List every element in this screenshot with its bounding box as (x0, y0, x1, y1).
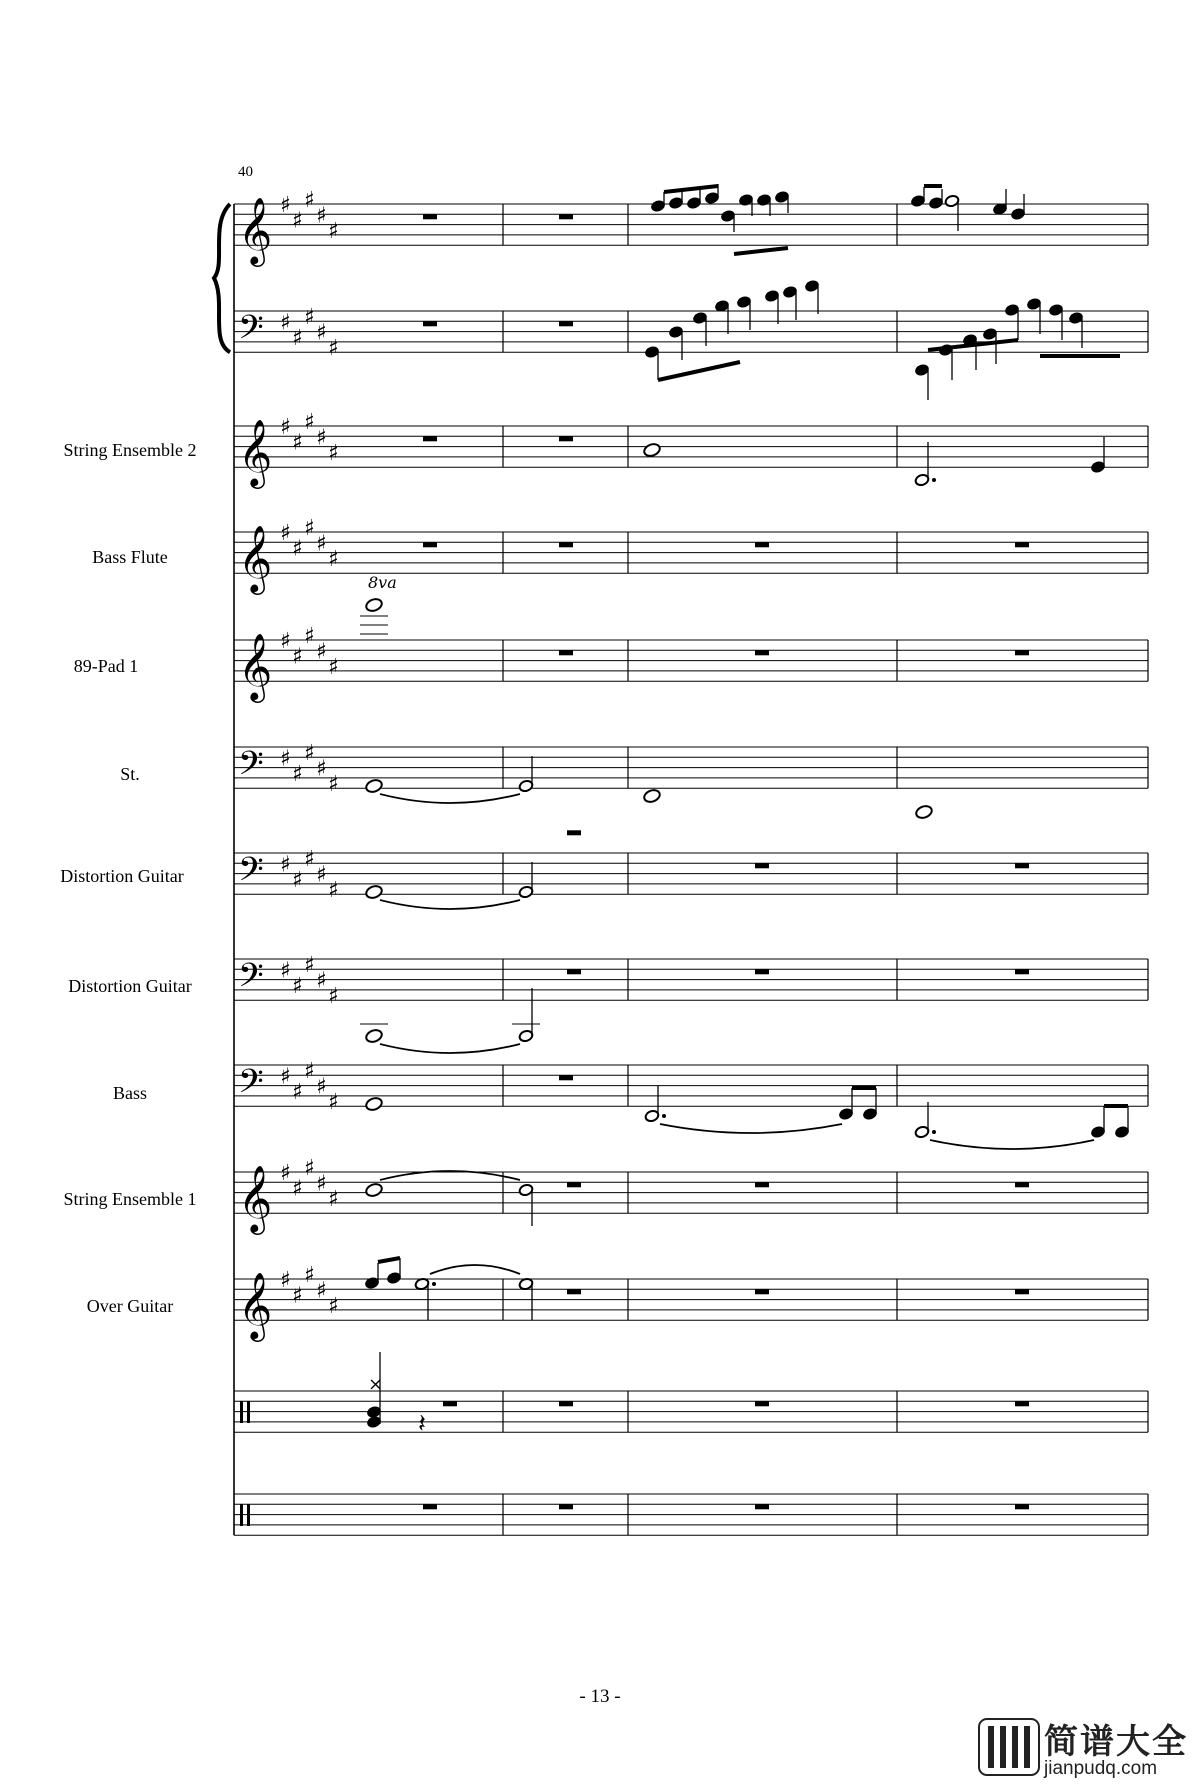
rest-3-1 (559, 542, 573, 547)
rest-7-2 (1015, 969, 1029, 974)
measure-number: 40 (238, 164, 253, 180)
rest-11-0 (443, 1401, 457, 1406)
rest-4-2 (1015, 650, 1029, 655)
instrument-label-distortion-guitar-1: Distortion Guitar (60, 866, 184, 886)
treble-clef-icon-9: 𝄞 (238, 1164, 273, 1232)
key-signature-sharp-8-4: ♯ (328, 1090, 339, 1116)
rest-3-0 (423, 542, 437, 547)
rest-6-0 (755, 863, 769, 868)
bass-clef-icon-6: 𝄢 (238, 851, 264, 897)
key-signature-sharp-0-1: ♯ (292, 208, 303, 234)
key-signature-sharp-5-1: ♯ (292, 761, 303, 787)
dg1-whole (365, 884, 384, 900)
instrument-label-string-ensemble-2: String Ensemble 2 (63, 440, 197, 460)
perc-quarter-rest: 𝄽 (418, 1409, 426, 1439)
rest-0-0 (423, 214, 437, 219)
piano-rh-beam-2 (734, 248, 788, 254)
key-signature-sharp-4-0: ♯ (280, 629, 291, 654)
rest-dg1-m2 (567, 830, 581, 835)
key-signature-sharp-8-3: ♯ (316, 1074, 327, 1100)
key-signature-sharp-7-2: ♯ (304, 953, 315, 979)
bass-tie-1 (660, 1124, 842, 1133)
key-signature-sharp-9-3: ♯ (316, 1171, 327, 1197)
key-signature-sharp-8-1: ♯ (292, 1079, 303, 1105)
bass-clef-icon-8: 𝄢 (238, 1063, 264, 1109)
key-signature-sharp-5-4: ♯ (328, 772, 339, 798)
key-signature-sharp-10-4: ♯ (328, 1293, 339, 1319)
dg2-tie (380, 1044, 520, 1053)
rest-3-2 (755, 542, 769, 547)
rest-11-2 (755, 1401, 769, 1406)
key-signature-sharp-4-1: ♯ (292, 644, 303, 670)
key-signature-sharp-3-0: ♯ (280, 521, 291, 546)
rest-1-0 (423, 321, 437, 326)
key-signature-sharp-7-0: ♯ (280, 958, 291, 984)
key-signature-sharp-6-3: ♯ (316, 862, 327, 888)
key-signature-sharp-10-3: ♯ (316, 1278, 327, 1304)
percussion-clef-icon-11-b (247, 1401, 250, 1423)
key-signature-sharp-3-1: ♯ (292, 536, 303, 562)
key-signature-sharp-4-3: ♯ (316, 639, 327, 665)
key-signature-sharp-9-0: ♯ (280, 1161, 291, 1186)
key-signature-sharp-5-3: ♯ (316, 756, 327, 782)
rest-10-2 (1015, 1289, 1029, 1294)
key-signature-sharp-0-3: ♯ (316, 203, 327, 229)
rest-3-3 (1015, 542, 1029, 547)
rest-6-1 (1015, 863, 1029, 868)
rest-10-1 (755, 1289, 769, 1294)
se2-half-dotted-dot (932, 478, 936, 482)
rest-2-0 (423, 436, 437, 441)
key-signature-sharp-2-3: ♯ (316, 425, 327, 451)
rest-12-3 (1015, 1504, 1029, 1509)
key-signature-sharp-1-1: ♯ (292, 325, 303, 351)
treble-clef-icon-4: 𝄞 (238, 632, 273, 700)
key-signature-sharp-3-2: ♯ (304, 515, 315, 541)
dg1-tie (380, 900, 520, 909)
key-signature-sharp-0-2: ♯ (304, 187, 315, 213)
key-signature-sharp-9-2: ♯ (304, 1155, 315, 1181)
site-watermark[interactable] (978, 1714, 1196, 1780)
bass-whole (365, 1096, 384, 1112)
percussion-clef-icon-12-a (240, 1504, 243, 1526)
key-signature-sharp-1-3: ♯ (316, 320, 327, 346)
perc-x-notehead: × (368, 1374, 384, 1395)
instrument-label-distortion-guitar-2: Distortion Guitar (68, 976, 192, 996)
key-signature-sharp-9-4: ♯ (328, 1186, 339, 1212)
key-signature-sharp-8-2: ♯ (304, 1059, 315, 1085)
rest-0-1 (559, 214, 573, 219)
rest-12-2 (755, 1504, 769, 1509)
bass-tie-2 (930, 1140, 1094, 1149)
treble-clef-icon-2: 𝄞 (238, 418, 273, 486)
key-signature-sharp-2-2: ♯ (304, 409, 315, 435)
bass-clef-icon-7: 𝄢 (238, 957, 264, 1003)
rest-4-0 (559, 650, 573, 655)
treble-clef-icon-0: 𝄞 (238, 196, 273, 264)
key-signature-sharp-4-2: ♯ (304, 623, 315, 649)
key-signature-sharp-9-1: ♯ (292, 1176, 303, 1202)
rest-9-0 (567, 1182, 581, 1187)
key-signature-sharp-6-2: ♯ (304, 847, 315, 873)
key-signature-sharp-6-1: ♯ (292, 867, 303, 893)
watermark-url: jianpudq.com (1044, 1758, 1158, 1779)
og-dotted-half-dot (432, 1282, 436, 1286)
piano-lh-beam-1 (658, 362, 740, 380)
st-whole-m4 (915, 804, 934, 820)
piano-logo-icon (978, 1718, 1040, 1776)
st-whole-m3 (643, 788, 662, 804)
ottava-mark: 8va (368, 573, 397, 592)
instrument-label-89-pad-1: 89-Pad 1 (73, 656, 139, 676)
key-signature-sharp-6-4: ♯ (328, 878, 339, 904)
rest-12-1 (559, 1504, 573, 1509)
rest-10-0 (567, 1289, 581, 1294)
og-tie (430, 1265, 520, 1274)
key-signature-sharp-5-0: ♯ (280, 746, 291, 772)
st-tie (380, 794, 520, 803)
page-number: - 13 - (579, 1686, 621, 1707)
instrument-label-st: St. (120, 764, 140, 784)
key-signature-sharp-8-0: ♯ (280, 1064, 291, 1090)
piano-brace (214, 204, 230, 352)
key-signature-sharp-2-1: ♯ (292, 430, 303, 456)
rest-7-0 (567, 969, 581, 974)
key-signature-sharp-7-4: ♯ (328, 984, 339, 1010)
key-signature-sharp-7-3: ♯ (316, 968, 327, 994)
treble-clef-icon-10: 𝄞 (238, 1271, 273, 1339)
bass-dotted-half-m4-dot (932, 1130, 936, 1134)
percussion-clef-icon-12-b (247, 1504, 250, 1526)
rest-8-0 (559, 1075, 573, 1080)
bass-dotted-half-dot (662, 1114, 666, 1118)
key-signature-sharp-1-0: ♯ (280, 310, 291, 336)
percussion-clef-icon-11-a (240, 1401, 243, 1423)
rest-11-1 (559, 1401, 573, 1406)
rest-11-3 (1015, 1401, 1029, 1406)
se2-whole (643, 442, 662, 458)
key-signature-sharp-0-0: ♯ (280, 193, 291, 218)
key-signature-sharp-3-4: ♯ (328, 546, 339, 572)
key-signature-sharp-0-4: ♯ (328, 218, 339, 244)
dg2-whole (365, 1028, 384, 1044)
rest-9-1 (755, 1182, 769, 1187)
rest-7-1 (755, 969, 769, 974)
rest-2-1 (559, 436, 573, 441)
rest-4-1 (755, 650, 769, 655)
key-signature-sharp-7-1: ♯ (292, 973, 303, 999)
key-signature-sharp-6-0: ♯ (280, 852, 291, 878)
key-signature-sharp-4-4: ♯ (328, 654, 339, 680)
rest-1-1 (559, 321, 573, 326)
key-signature-sharp-10-0: ♯ (280, 1268, 291, 1293)
st-whole (365, 778, 384, 794)
bass-clef-icon-5: 𝄢 (238, 745, 264, 791)
instrument-label-over-guitar: Over Guitar (86, 1296, 174, 1316)
key-signature-sharp-10-2: ♯ (304, 1262, 315, 1288)
piano-rh-beam-1 (664, 186, 718, 192)
key-signature-sharp-1-2: ♯ (304, 305, 315, 331)
key-signature-sharp-3-3: ♯ (316, 531, 327, 557)
se1-whole (365, 1182, 384, 1198)
key-signature-sharp-2-0: ♯ (280, 415, 291, 440)
key-signature-sharp-2-4: ♯ (328, 440, 339, 466)
og-beam (378, 1258, 400, 1262)
watermark-title: 简谱大全 (1044, 1722, 1188, 1762)
pad-whole (365, 597, 384, 613)
key-signature-sharp-5-2: ♯ (304, 741, 315, 767)
instrument-label-string-ensemble-1: String Ensemble 1 (63, 1189, 197, 1209)
rest-12-0 (423, 1504, 437, 1509)
rest-9-2 (1015, 1182, 1029, 1187)
instrument-label-bass: Bass (112, 1083, 147, 1103)
instrument-label-bass-flute: Bass Flute (92, 547, 168, 567)
treble-clef-icon-3: 𝄞 (238, 524, 273, 592)
key-signature-sharp-10-1: ♯ (292, 1283, 303, 1309)
bass-clef-icon-1: 𝄢 (238, 309, 264, 355)
key-signature-sharp-1-4: ♯ (328, 336, 339, 362)
